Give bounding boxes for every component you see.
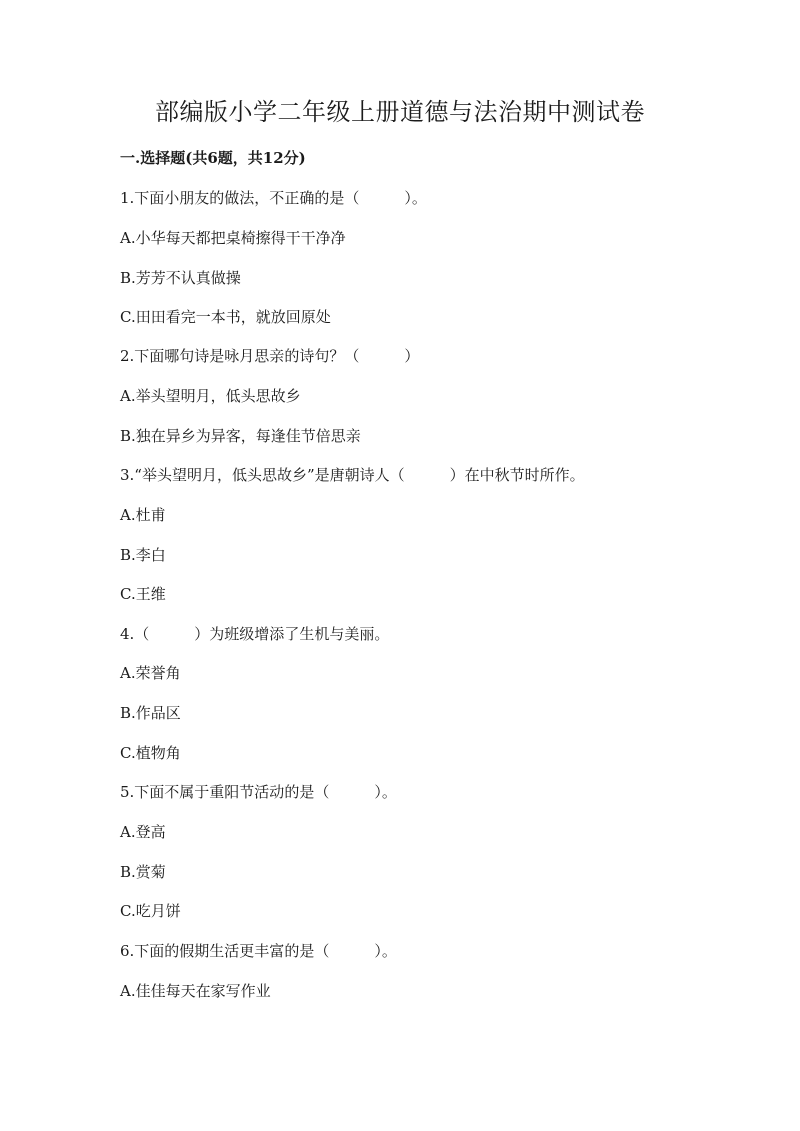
question-6-option-a: A.佳佳每天在家写作业 [120,982,271,1000]
question-3-option-c: C.王维 [120,585,166,603]
question-1-option-a: A.小华每天都把桌椅擦得干干净净 [120,229,346,247]
question-5-option-b: B.赏菊 [120,863,166,881]
question-stem-5: 5.下面不属于重阳节活动的是（ ）。 [120,783,397,801]
question-stem-3: 3.“举头望明月，低头思故乡”是唐朝诗人（ ）在中秋节时所作。 [120,466,585,484]
question-1-option-c: C.田田看完一本书，就放回原处 [120,308,331,326]
question-3-option-a: A.杜甫 [120,506,166,524]
question-4-option-a: A.荣誉角 [120,664,181,682]
question-stem-6: 6.下面的假期生活更丰富的是（ ）。 [120,942,397,960]
question-2-option-b: B.独在异乡为异客，每逢佳节倍思亲 [120,427,361,445]
question-5-option-a: A.登高 [120,823,166,841]
question-stem-1: 1.下面小朋友的做法，不正确的是（ ）。 [120,189,427,207]
question-stem-2: 2.下面哪句诗是咏月思亲的诗句？（ ） [120,347,420,365]
question-2-option-a: A.举头望明月，低头思故乡 [120,387,301,405]
question-5-option-c: C.吃月饼 [120,902,181,920]
question-3-option-b: B.李白 [120,546,166,564]
question-4-option-c: C.植物角 [120,744,181,762]
section-heading: 一.选择题(共6题，共12分) [120,149,306,167]
question-4-option-b: B.作品区 [120,704,181,722]
question-stem-4: 4.（ ）为班级增添了生机与美丽。 [120,625,390,643]
page-title: 部编版小学二年级上册道德与法治期中测试卷 [155,98,645,126]
question-1-option-b: B.芳芳不认真做操 [120,269,241,287]
